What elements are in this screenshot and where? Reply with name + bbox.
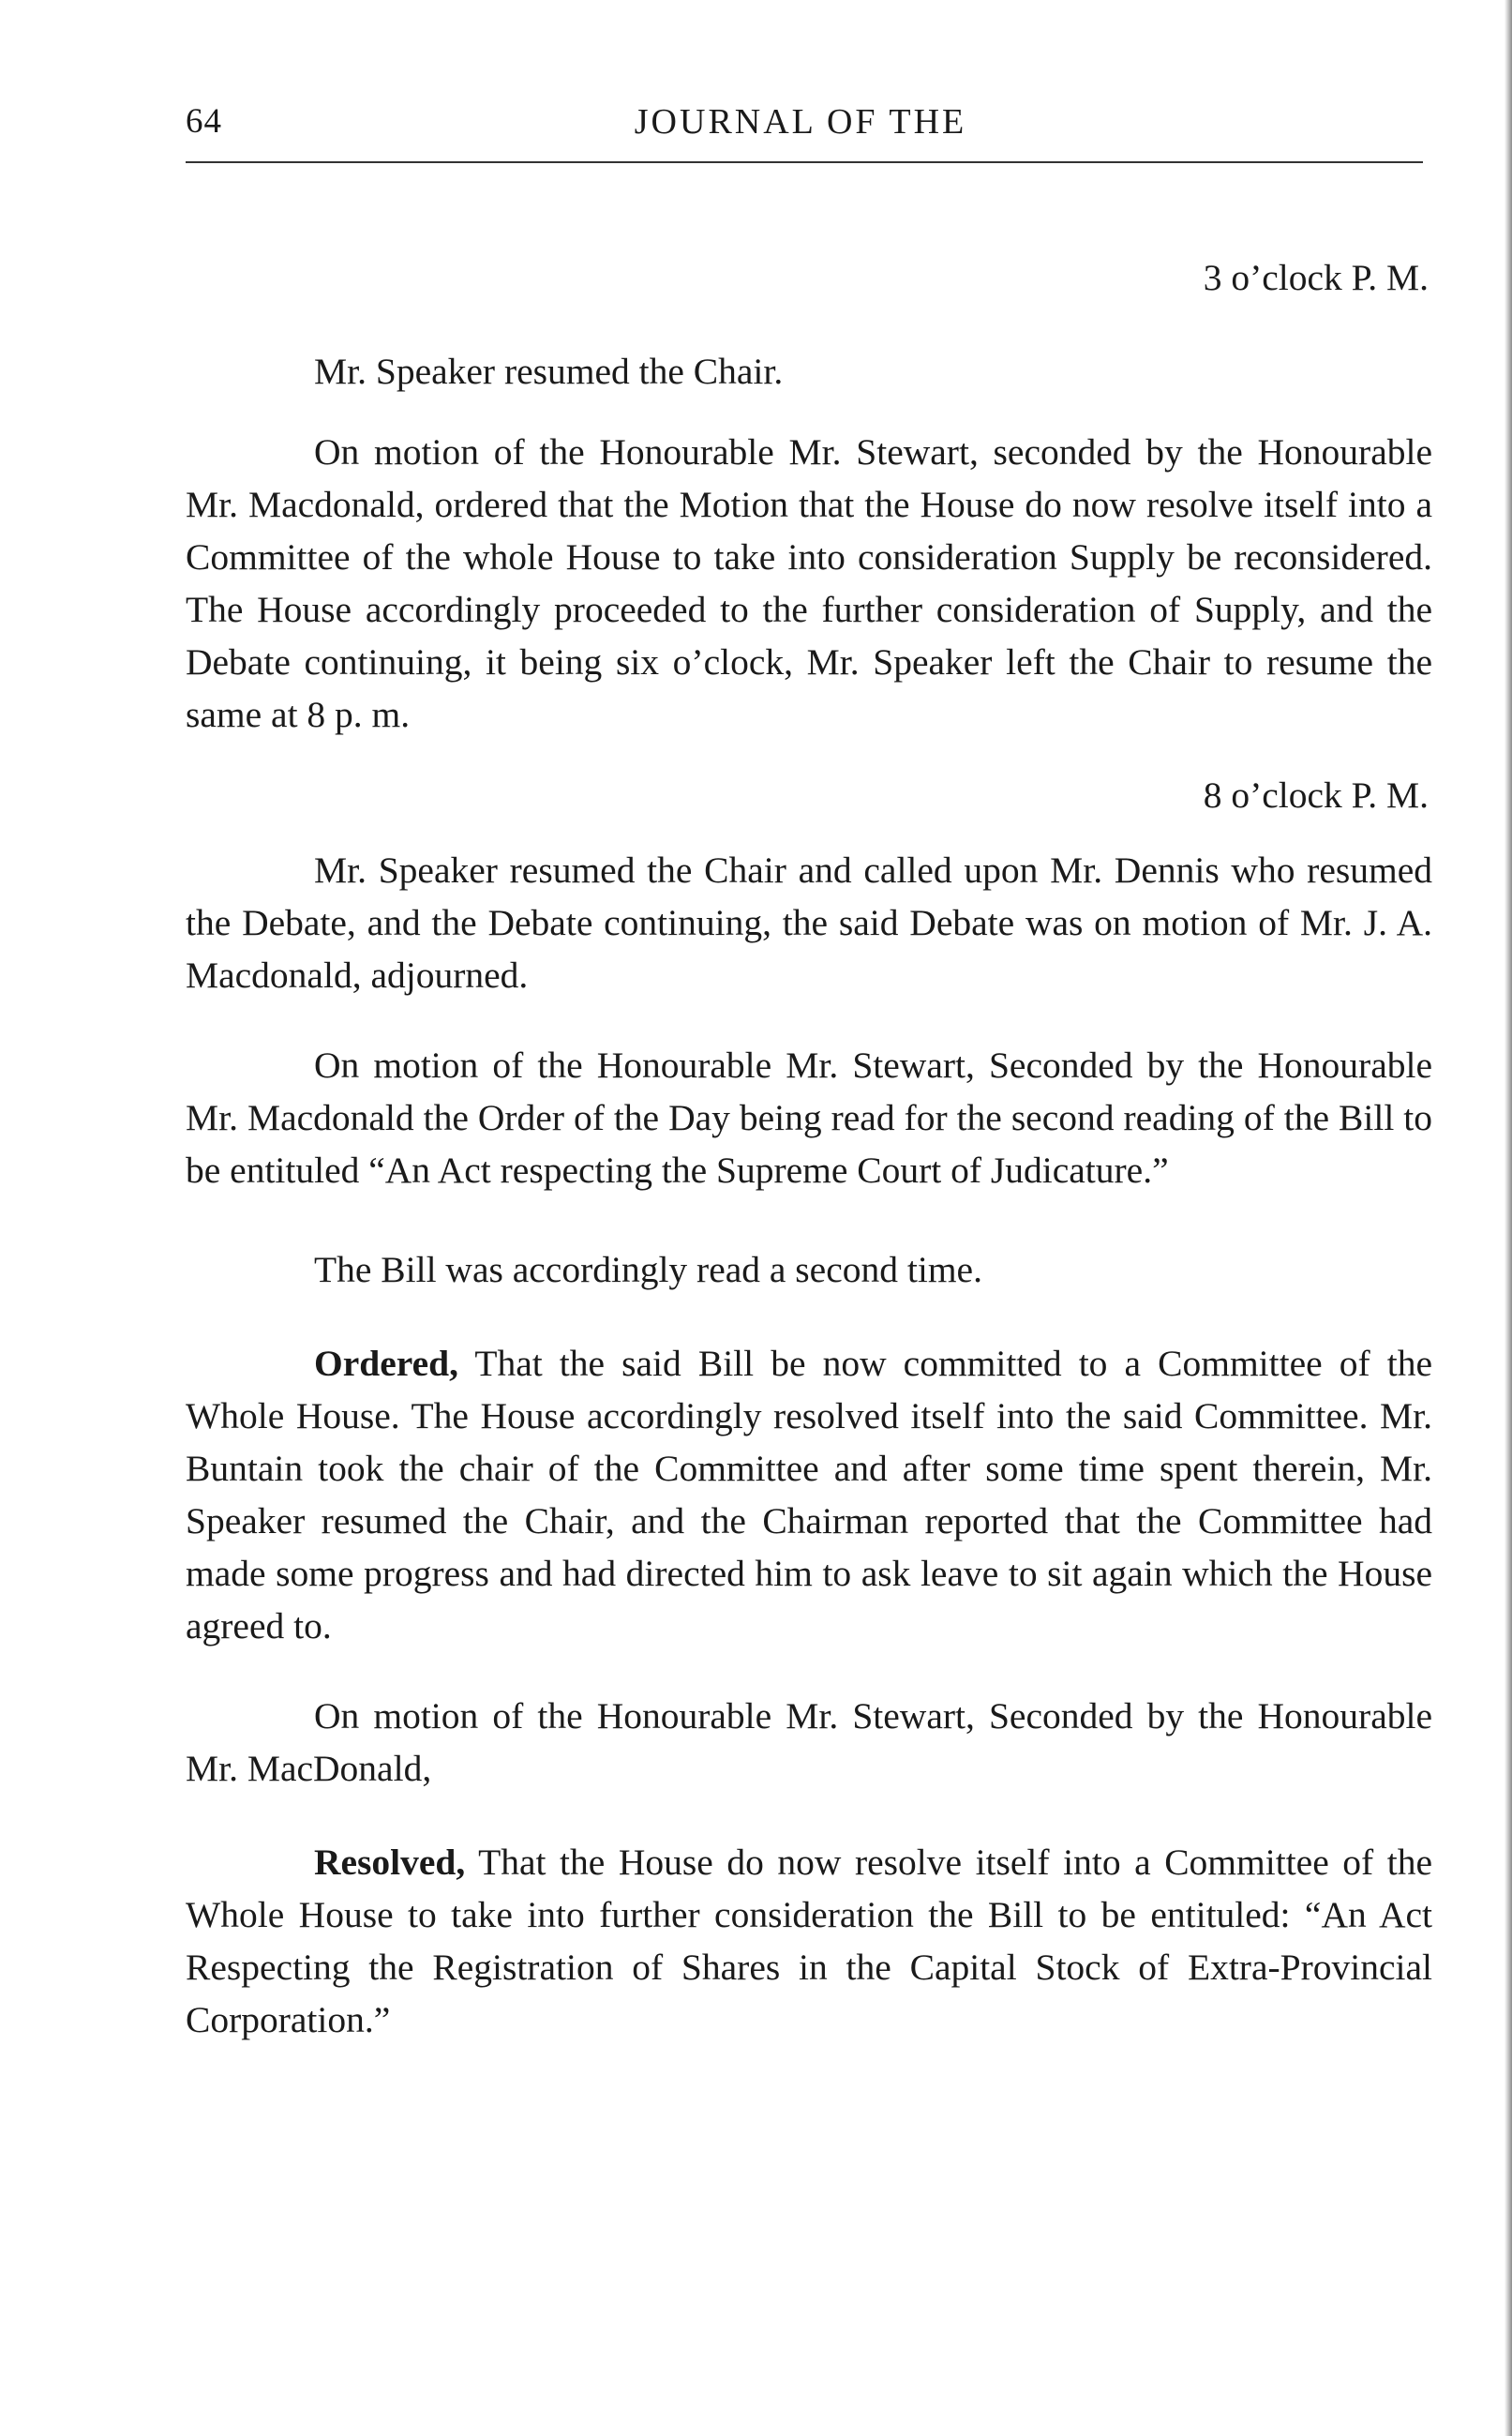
header-rule — [186, 161, 1423, 163]
time-heading-8pm: 8 o’clock P. M. — [1203, 774, 1429, 816]
paragraph-resolved — [186, 1836, 1432, 2046]
paragraph-second-reading: The Bill was accordingly read a second time. — [314, 1249, 982, 1290]
page-header — [186, 101, 1415, 158]
page-edge-shadow — [1505, 0, 1512, 2436]
paragraph-motion-supply: On motion of the Honourable Mr. Stewart, seconded by the Honourable Mr. Macdonald, ordered that the Motion that the House do now resolve itself into a Committee of the whole House to take into consideration Supply be reconsidered. The House accordingly proceeded to the further consideration of Supply, and the Debate continuing, it being six o’clock, Mr. Speaker left the Chair to resume the same at 8 p. m. — [186, 431, 1432, 735]
running-head: JOURNAL OF THE — [634, 102, 967, 142]
paragraph-motion-macdonald: On motion of the Honourable Mr. Stewart, Seconded by the Honourable Mr. MacDonald, — [186, 1695, 1432, 1789]
paragraph-order-of-day: On motion of the Honourable Mr. Stewart, Seconded by the Honourable Mr. Macdonald the Order of the Day being read for the second reading of the Bill to be entituled “An Act respecting the Supreme Court of Judicature.” — [186, 1045, 1432, 1191]
paragraph-ordered — [186, 1337, 1432, 1652]
page-number: 64 — [186, 102, 222, 141]
journal-body — [186, 251, 1432, 2046]
resolved-label: Resolved, — [314, 1842, 466, 1883]
paragraph-speaker-resumed: Mr. Speaker resumed the Chair. — [314, 351, 784, 392]
paragraph-debate-adjourned: Mr. Speaker resumed the Chair and called upon Mr. Dennis who resumed the Debate, and the Debate continuing, the said Debate was on motion of Mr. J. A. Macdonald, adjourned. — [186, 850, 1432, 996]
time-heading-3pm: 3 o’clock P. M. — [1203, 257, 1429, 298]
ordered-label: Ordered, — [314, 1343, 458, 1384]
resolved-text: That the House do now resolve itself into a Committee of the Whole House to take into further consideration the Bill to be entituled: “An Act Respecting the Registration of Shares in the Capital Stock of Extra-Provincial Corporation.” — [186, 1842, 1432, 2040]
ordered-text: That the said Bill be now committed to a Committee of the Whole House. The House accordingly resolved itself into the said Committee. Mr. Buntain took the chair of the Committee and after some time spent therein, Mr. Speaker resumed the Chair, and the Chairman reported that the Committee had made some progress and had directed him to ask leave to sit again which the House agreed to. — [186, 1343, 1432, 1647]
